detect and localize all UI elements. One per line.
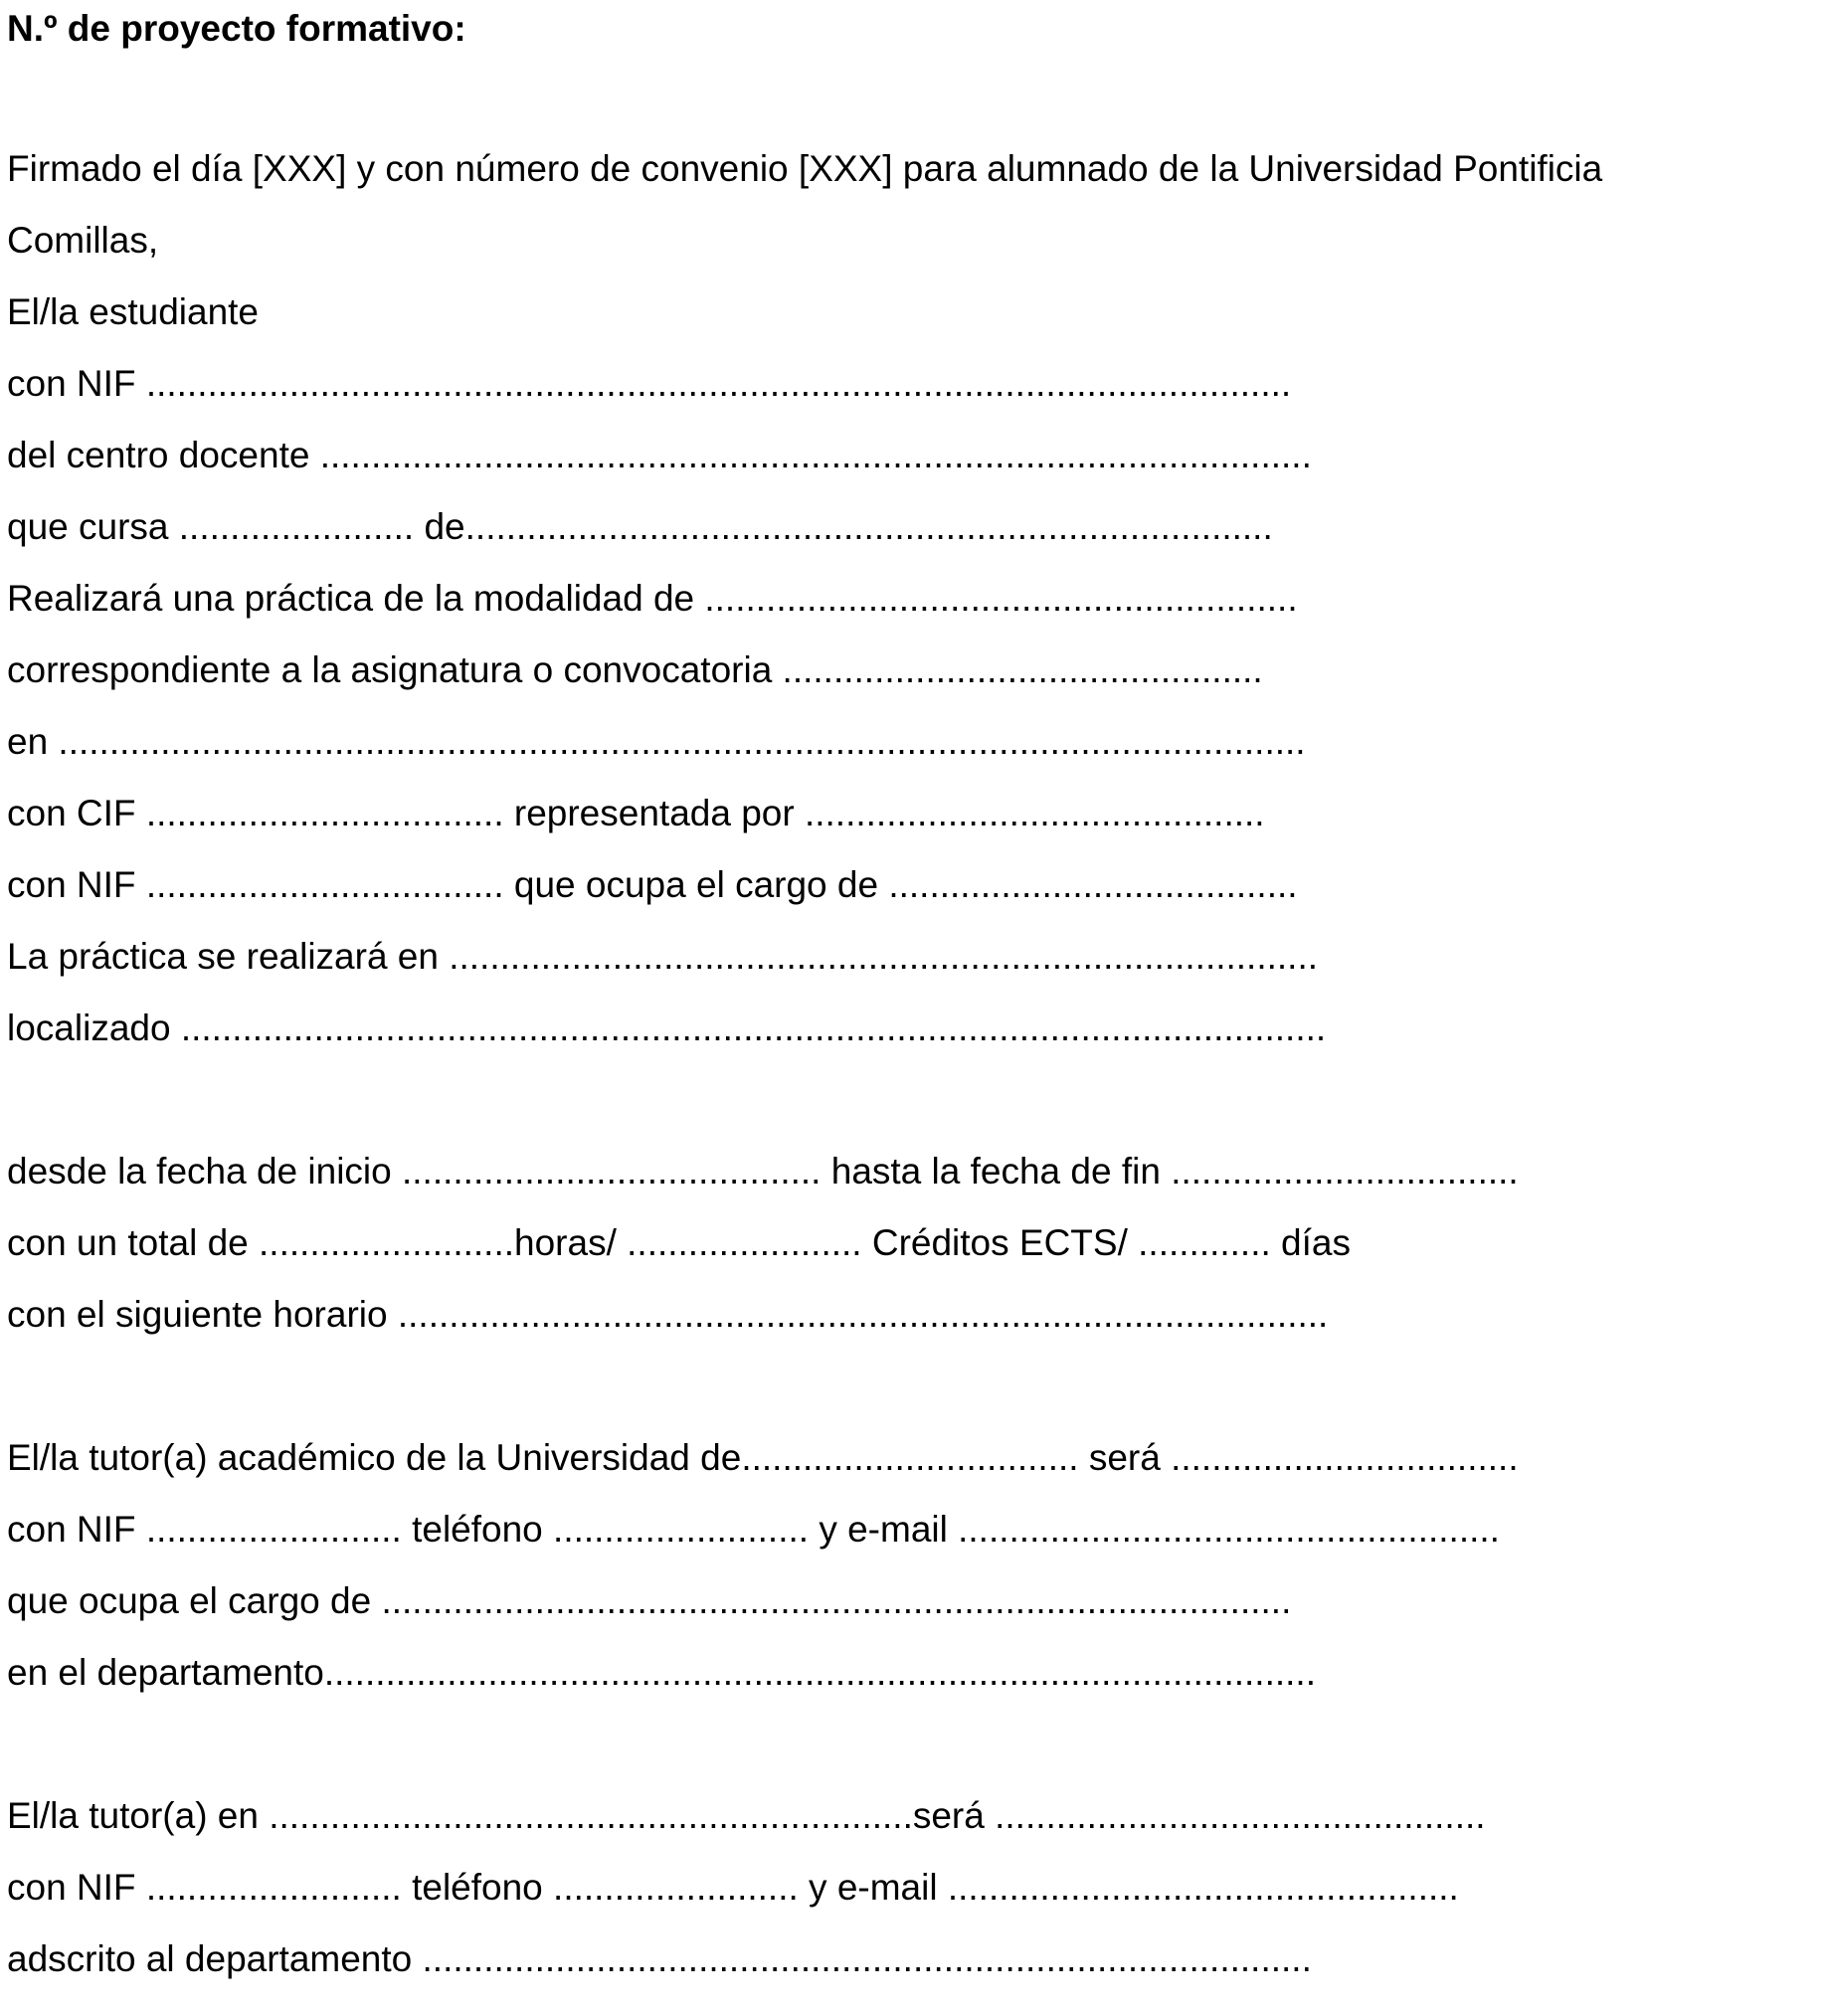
company-tutor-field: El/la tutor(a) en ...............................................................será ................................................ xyxy=(7,1795,1486,1836)
dates-field: desde la fecha de inicio ......................................... hasta la fecha de fin .................................. xyxy=(7,1151,1519,1191)
modality-field: Realizará una práctica de la modalidad de .......................................................... xyxy=(7,578,1298,619)
total-hours-credits-days-field: con un total de .........................horas/ ....................... Créditos ECTS/ ............. días xyxy=(7,1222,1351,1263)
representative-nif-position-field: con NIF ................................... que ocupa el cargo de ........................................ xyxy=(7,864,1298,905)
academic-tutor-department-field: en el departamento................................................................................................. xyxy=(7,1652,1316,1693)
located-field: localizado ................................................................................................................ xyxy=(7,1008,1327,1048)
course-field: que cursa ....................... de............................................................................... xyxy=(7,506,1273,547)
company-tutor-contact-field: con NIF ......................... teléfono ........................ y e-mail .................................................. xyxy=(7,1867,1459,1908)
student-label: El/la estudiante xyxy=(7,291,260,332)
agreement-line: Firmado el día [XXX] y con número de convenio [XXX] para alumnado de la Universidad Pontificia xyxy=(7,148,1603,189)
project-number-heading: N.º de proyecto formativo: xyxy=(7,8,466,49)
company-field: en .......................................................................................................................... xyxy=(7,721,1306,762)
student-nif-field: con NIF ................................................................................................................ xyxy=(7,363,1292,404)
cif-representative-field: con CIF ................................... representada por ............................................. xyxy=(7,793,1265,833)
agreement-line-continued: Comillas, xyxy=(7,220,159,261)
academic-tutor-position-field: que ocupa el cargo de ......................................................................................... xyxy=(7,1580,1292,1621)
academic-tutor-contact-field: con NIF ......................... teléfono ......................... y e-mail ..................................................... xyxy=(7,1509,1500,1550)
schedule-field: con el siguiente horario ........................................................................................... xyxy=(7,1294,1329,1335)
school-field: del centro docente ................................................................................................. xyxy=(7,435,1312,475)
practice-location-field: La práctica se realizará en ..................................................................................... xyxy=(7,936,1319,977)
academic-tutor-field: El/la tutor(a) académico de la Universidad de................................. será .................................. xyxy=(7,1437,1519,1478)
subject-field: correspondiente a la asignatura o convocatoria ............................................... xyxy=(7,649,1263,690)
company-tutor-department-field: adscrito al departamento ....................................................................................... xyxy=(7,1938,1312,1979)
